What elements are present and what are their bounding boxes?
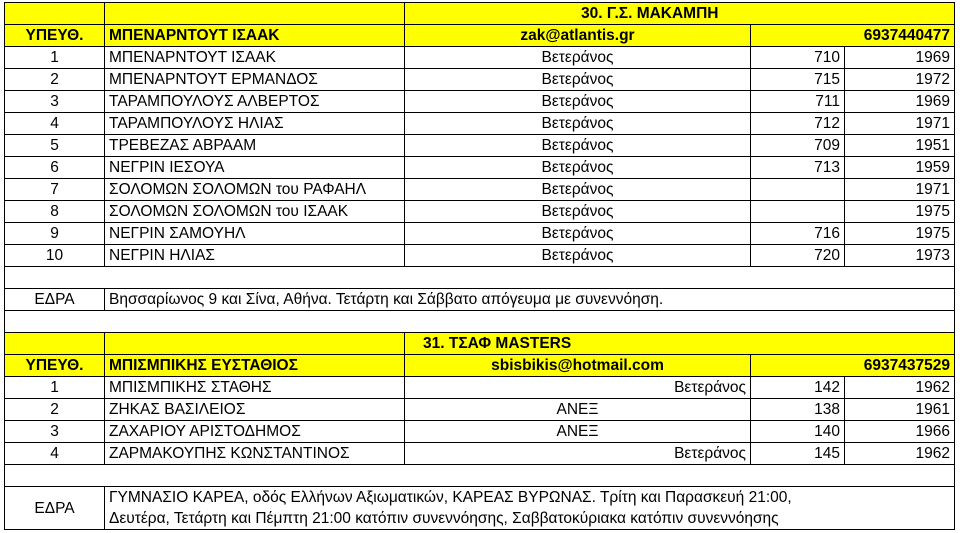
row-name[interactable]: ΤΑΡΑΜΠΟΥΛΟΥΣ ΗΛΙΑΣ — [105, 113, 405, 135]
table-row — [5, 47, 955, 69]
row-year[interactable]: 1969 — [845, 47, 955, 69]
row-year[interactable]: 1972 — [845, 69, 955, 91]
row-number[interactable]: 3 — [5, 91, 105, 113]
section2-head-row — [5, 355, 955, 377]
head-email[interactable]: zak@atlantis.gr — [405, 25, 751, 47]
row-number[interactable]: 7 — [5, 179, 105, 201]
row-id[interactable]: 140 — [751, 421, 845, 443]
row-number[interactable]: 1 — [5, 47, 105, 69]
row-year[interactable]: 1966 — [845, 421, 955, 443]
row-year[interactable]: 1971 — [845, 113, 955, 135]
spacer-row — [5, 267, 955, 289]
row-id[interactable]: 713 — [751, 157, 845, 179]
row-year[interactable]: 1973 — [845, 245, 955, 267]
table-row — [5, 69, 955, 91]
row-id[interactable]: 715 — [751, 69, 845, 91]
row-category[interactable]: Βετεράνος — [405, 245, 751, 267]
table-row — [5, 201, 955, 223]
table-row — [5, 443, 955, 465]
row-year[interactable]: 1951 — [845, 135, 955, 157]
head-phone[interactable]: 6937437529 — [751, 355, 955, 377]
row-number[interactable]: 2 — [5, 399, 105, 421]
venue-text[interactable]: Βησσαρίωνος 9 και Σίνα, Αθήνα. Τετάρτη και Σάββατο απόγευμα με συνεννόηση. — [105, 289, 955, 311]
row-name[interactable]: ΝΕΓΡΙΝ ΙΕΣΟΥΑ — [105, 157, 405, 179]
row-year[interactable]: 1961 — [845, 399, 955, 421]
venue-label[interactable]: ΕΔΡΑ — [5, 289, 105, 311]
row-year[interactable]: 1969 — [845, 91, 955, 113]
row-name[interactable]: ΜΠΙΣΜΠΙΚΗΣ ΣΤΑΘΗΣ — [105, 377, 405, 399]
row-name[interactable]: ΖΑΧΑΡΙΟΥ ΑΡΙΣΤΟΔΗΜΟΣ — [105, 421, 405, 443]
row-category[interactable]: Βετεράνος — [405, 179, 751, 201]
row-id[interactable]: 711 — [751, 91, 845, 113]
table-row — [5, 179, 955, 201]
row-year[interactable]: 1959 — [845, 157, 955, 179]
row-id[interactable] — [751, 201, 845, 223]
row-number[interactable]: 10 — [5, 245, 105, 267]
table-row — [5, 157, 955, 179]
row-year[interactable]: 1962 — [845, 443, 955, 465]
row-year[interactable]: 1975 — [845, 223, 955, 245]
row-category[interactable]: Βετεράνος — [405, 69, 751, 91]
table-row — [5, 91, 955, 113]
row-category[interactable]: Βετεράνος — [405, 157, 751, 179]
head-label[interactable]: ΥΠΕΥΘ. — [5, 25, 105, 47]
table-row — [5, 245, 955, 267]
row-id[interactable] — [751, 179, 845, 201]
head-email[interactable]: sbisbikis@hotmail.com — [405, 355, 751, 377]
row-name[interactable]: ΜΠΕΝΑΡΝΤΟΥΤ ΕΡΜΑΝΔΟΣ — [105, 69, 405, 91]
row-number[interactable]: 4 — [5, 113, 105, 135]
venue-text[interactable] — [105, 487, 955, 530]
spacer-row — [5, 311, 955, 333]
row-id[interactable]: 142 — [751, 377, 845, 399]
row-category[interactable]: Βετεράνος — [405, 223, 751, 245]
section2-title[interactable]: 31. ΤΣΑΦ MASTERS — [405, 333, 955, 355]
row-name[interactable]: ΤΡΕΒΕΖΑΣ ΑΒΡΑΑΜ — [105, 135, 405, 157]
row-category[interactable]: Βετεράνος — [405, 113, 751, 135]
head-phone[interactable]: 6937440477 — [751, 25, 955, 47]
clubs-table — [4, 2, 955, 530]
row-id[interactable]: 138 — [751, 399, 845, 421]
row-number[interactable]: 8 — [5, 201, 105, 223]
section2-venue-row — [5, 487, 955, 530]
row-name[interactable]: ΣΟΛΟΜΩΝ ΣΟΛΟΜΩΝ του ΡΑΦΑΗΛ — [105, 179, 405, 201]
section1-head-row — [5, 25, 955, 47]
row-id[interactable]: 710 — [751, 47, 845, 69]
row-id[interactable]: 716 — [751, 223, 845, 245]
row-category[interactable]: ΑΝΕΞ — [405, 399, 751, 421]
row-id[interactable]: 712 — [751, 113, 845, 135]
row-number[interactable]: 6 — [5, 157, 105, 179]
row-number[interactable]: 2 — [5, 69, 105, 91]
table-row — [5, 135, 955, 157]
spreadsheet — [4, 2, 954, 530]
row-category[interactable]: Βετεράνος — [405, 201, 751, 223]
section1-title[interactable]: 30. Γ.Σ. ΜΑΚΑΜΠΗ — [405, 3, 955, 25]
row-year[interactable]: 1971 — [845, 179, 955, 201]
row-number[interactable]: 5 — [5, 135, 105, 157]
head-label[interactable]: ΥΠΕΥΘ. — [5, 355, 105, 377]
row-name[interactable]: ΣΟΛΟΜΩΝ ΣΟΛΟΜΩΝ του ΙΣΑΑΚ — [105, 201, 405, 223]
table-row — [5, 421, 955, 443]
row-name[interactable]: ΝΕΓΡΙΝ ΣΑΜΟΥΗΛ — [105, 223, 405, 245]
table-row — [5, 113, 955, 135]
head-name[interactable]: ΜΠΙΣΜΠΙΚΗΣ ΕΥΣΤΑΘΙΟΣ — [105, 355, 405, 377]
row-category[interactable]: Βετεράνος — [405, 377, 751, 399]
table-row — [5, 377, 955, 399]
venue-line-1: ΓΥΜΝΑΣΙΟ ΚΑΡΕΑ, οδός Ελλήνων Αξιωματικών, ΚΑΡΕΑΣ ΒΥΡΩΝΑΣ. Τρίτη και Παρασκευή 21:00, — [109, 489, 792, 506]
row-year[interactable]: 1975 — [845, 201, 955, 223]
row-number[interactable]: 4 — [5, 443, 105, 465]
row-category[interactable]: Βετεράνος — [405, 91, 751, 113]
head-name[interactable]: ΜΠΕΝΑΡΝΤΟΥΤ ΙΣΑΑΚ — [105, 25, 405, 47]
row-number[interactable]: 1 — [5, 377, 105, 399]
row-id[interactable]: 720 — [751, 245, 845, 267]
row-category[interactable]: Βετεράνος — [405, 47, 751, 69]
section1-title-row — [5, 3, 955, 25]
row-category[interactable]: Βετεράνος — [405, 443, 751, 465]
venue-label[interactable]: ΕΔΡΑ — [5, 487, 105, 530]
table-row — [5, 399, 955, 421]
row-category[interactable]: Βετεράνος — [405, 135, 751, 157]
venue-line-2: Δευτέρα, Τετάρτη και Πέμπτη 21:00 κατόπιν συνεννόησης, Σαββατοκύριακα κατόπιν συνεννόησης — [109, 510, 779, 527]
section2-title-row — [5, 333, 955, 355]
row-name[interactable]: ΖΗΚΑΣ ΒΑΣΙΛΕΙΟΣ — [105, 399, 405, 421]
section1-venue-row — [5, 289, 955, 311]
spacer-row — [5, 465, 955, 487]
row-id[interactable]: 709 — [751, 135, 845, 157]
row-year[interactable]: 1962 — [845, 377, 955, 399]
row-name[interactable]: ΤΑΡΑΜΠΟΥΛΟΥΣ ΑΛΒΕΡΤΟΣ — [105, 91, 405, 113]
row-number[interactable]: 9 — [5, 223, 105, 245]
row-number[interactable]: 3 — [5, 421, 105, 443]
table-row — [5, 223, 955, 245]
row-id[interactable]: 145 — [751, 443, 845, 465]
row-name[interactable]: ΖΑΡΜΑΚΟΥΠΗΣ ΚΩΝΣΤΑΝΤΙΝΟΣ — [105, 443, 405, 465]
row-name[interactable]: ΜΠΕΝΑΡΝΤΟΥΤ ΙΣΑΑΚ — [105, 47, 405, 69]
row-name[interactable]: ΝΕΓΡΙΝ ΗΛΙΑΣ — [105, 245, 405, 267]
row-category[interactable]: ΑΝΕΞ — [405, 421, 751, 443]
